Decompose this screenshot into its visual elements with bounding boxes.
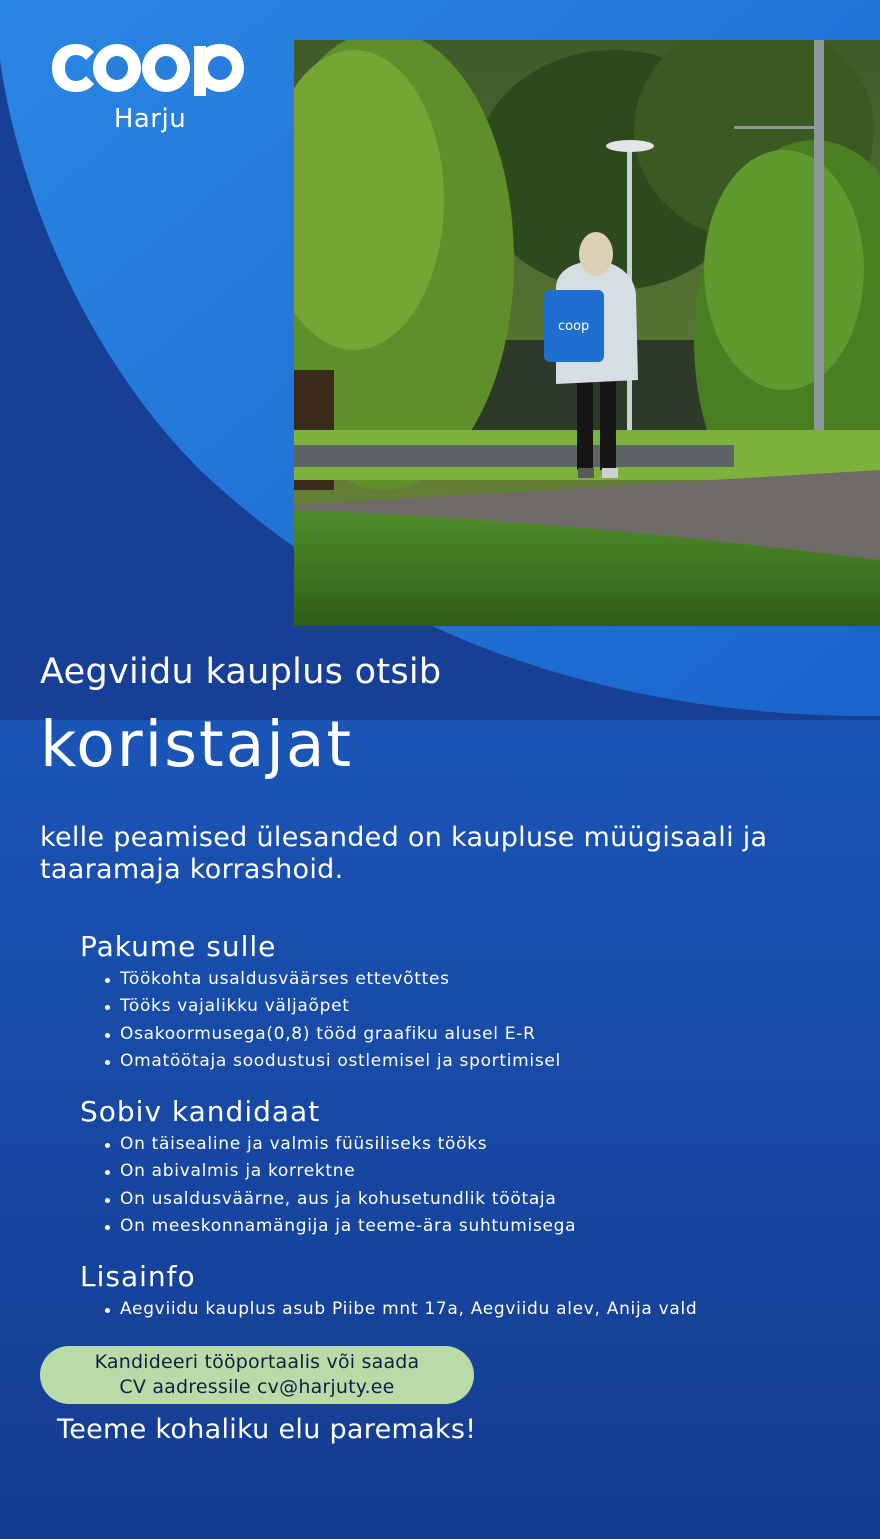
slogan: Teeme kohaliku elu paremaks! bbox=[57, 1414, 477, 1445]
headline: Aegviidu kauplus otsib bbox=[40, 652, 442, 692]
list-item: On meeskonnamängija ja teeme-ära suhtumisega bbox=[120, 1213, 860, 1240]
section-info bbox=[80, 1260, 860, 1323]
section-offer bbox=[80, 930, 860, 1075]
cta-line-2: CV aadressile cv@harjuty.ee bbox=[119, 1376, 395, 1398]
list-item: On abivalmis ja korrektne bbox=[120, 1158, 860, 1185]
cta-line-1: Kandideeri tööportaalis või saada bbox=[94, 1351, 420, 1373]
list-item: Aegviidu kauplus asub Piibe mnt 17a, Aegviidu alev, Anija vald bbox=[120, 1296, 860, 1323]
list-item: On usaldusväärne, aus ja kohusetundlik töötaja bbox=[120, 1186, 860, 1213]
candidate-list bbox=[80, 1131, 860, 1240]
list-item: On täisealine ja valmis füüsiliseks tööks bbox=[120, 1131, 860, 1158]
offer-list bbox=[80, 966, 860, 1075]
list-item: Omatöötaja soodustusi ostlemisel ja sportimisel bbox=[120, 1048, 860, 1075]
list-item: Tööks vajalikku väljaõpet bbox=[120, 993, 860, 1020]
job-title: koristajat bbox=[40, 708, 354, 781]
section-heading: Pakume sulle bbox=[80, 930, 277, 963]
list-item: Osakoormusega(0,8) tööd graafiku alusel E-R bbox=[120, 1021, 860, 1048]
section-candidate bbox=[80, 1095, 860, 1240]
intro-text: kelle peamised ülesanded on kaupluse müügisaali ja taaramaja korrashoid. bbox=[40, 822, 768, 885]
list-item: Töökohta usaldusväärses ettevõttes bbox=[120, 966, 860, 993]
bag-logo-text: coop bbox=[558, 319, 590, 334]
hero-photo bbox=[294, 40, 880, 626]
coop-logo-icon bbox=[50, 40, 246, 96]
section-heading: Sobiv kandidaat bbox=[80, 1095, 321, 1128]
coop-logo bbox=[50, 40, 250, 134]
photo-woman-walking-park-with-coop-bag bbox=[294, 40, 880, 626]
apply-cta[interactable] bbox=[40, 1346, 474, 1404]
region-label: Harju bbox=[113, 104, 187, 134]
section-heading: Lisainfo bbox=[80, 1260, 196, 1293]
info-list bbox=[80, 1296, 860, 1323]
